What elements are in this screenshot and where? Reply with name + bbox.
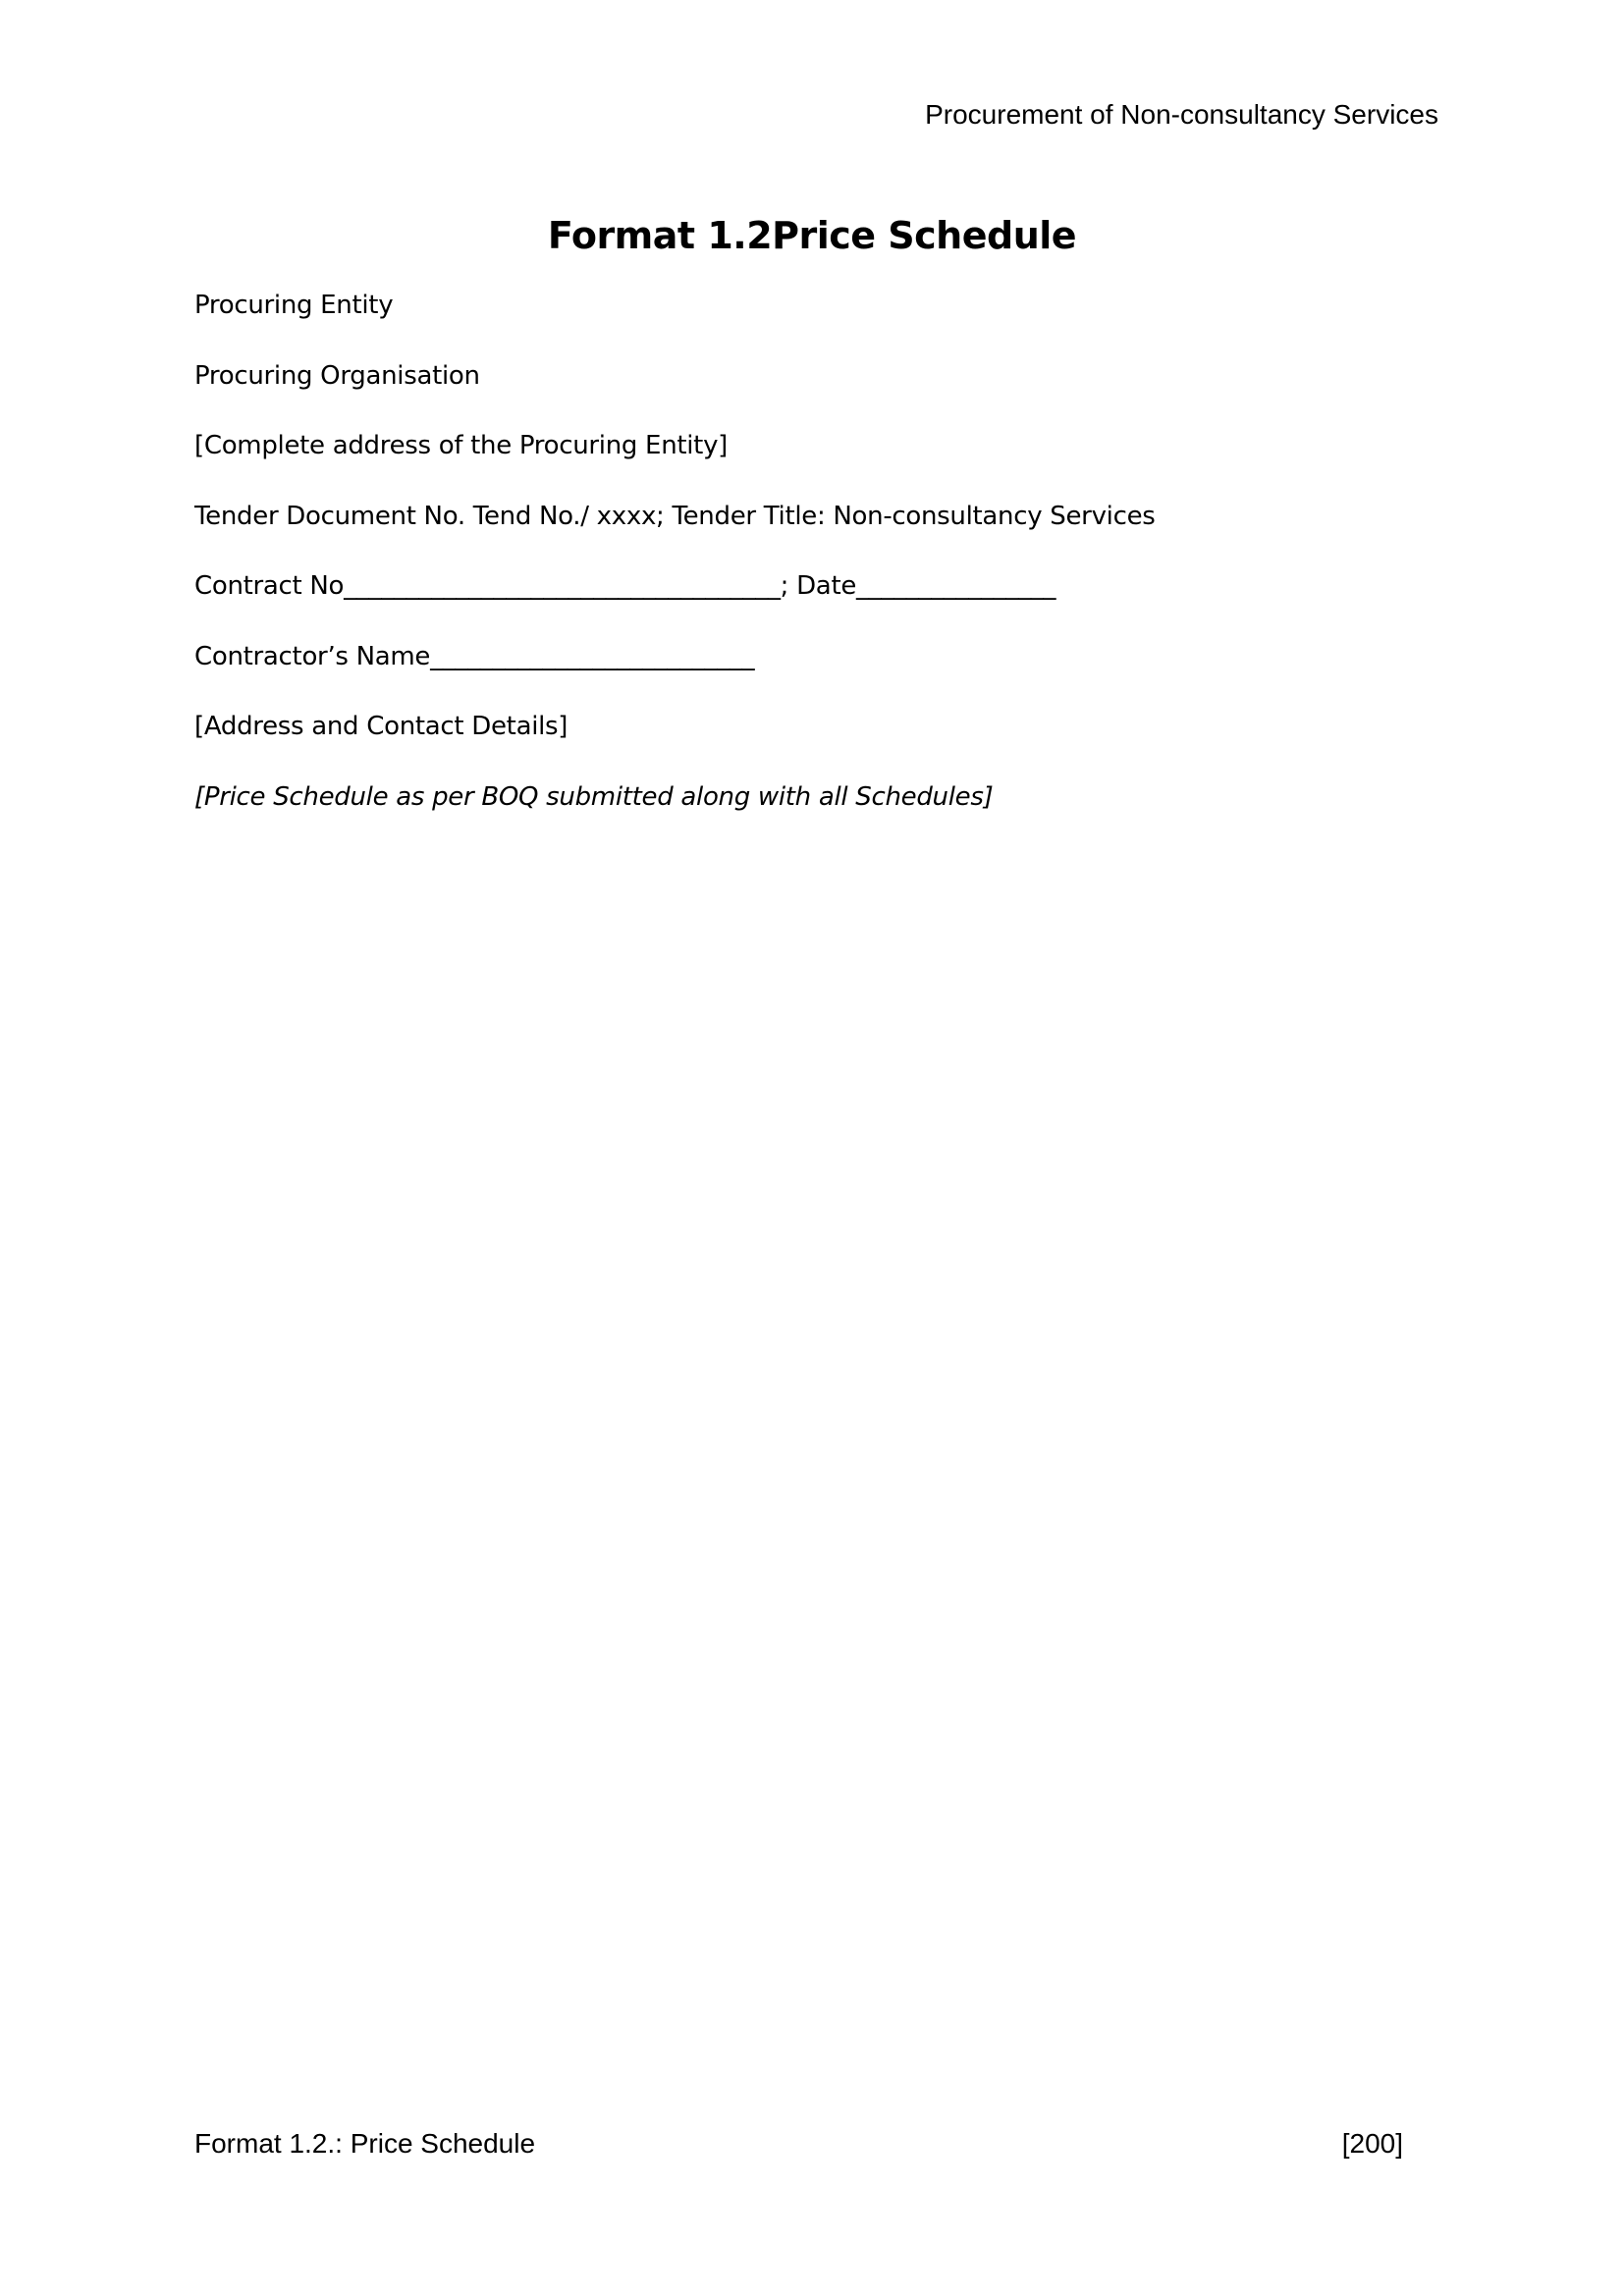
contractor-name-line: Contractor’s Name__________________________ — [194, 641, 755, 671]
price-schedule-note: [Price Schedule as per BOQ submitted along with all Schedules] — [194, 781, 994, 812]
tender-document-line: Tender Document No. Tend No./ xxxx; Tender Title: Non-consultancy Services — [194, 501, 1156, 531]
footer-page-number: [200] — [1341, 2128, 1403, 2159]
contract-number-date-line: Contract No___________________________________; Date________________ — [194, 571, 1056, 601]
procuring-entity-line: Procuring Entity — [194, 291, 394, 320]
procuring-organisation-line: Procuring Organisation — [194, 360, 480, 391]
running-header: Procurement of Non-consultancy Services — [925, 99, 1438, 130]
footer-section-label: Format 1.2.: Price Schedule — [194, 2128, 536, 2159]
address-contact-details-line: [Address and Contact Details] — [194, 712, 568, 741]
procuring-entity-address-line: [Complete address of the Procuring Entity] — [194, 431, 729, 460]
document-body — [194, 288, 1441, 849]
page-title: Format 1.2Price Schedule — [547, 214, 1077, 257]
